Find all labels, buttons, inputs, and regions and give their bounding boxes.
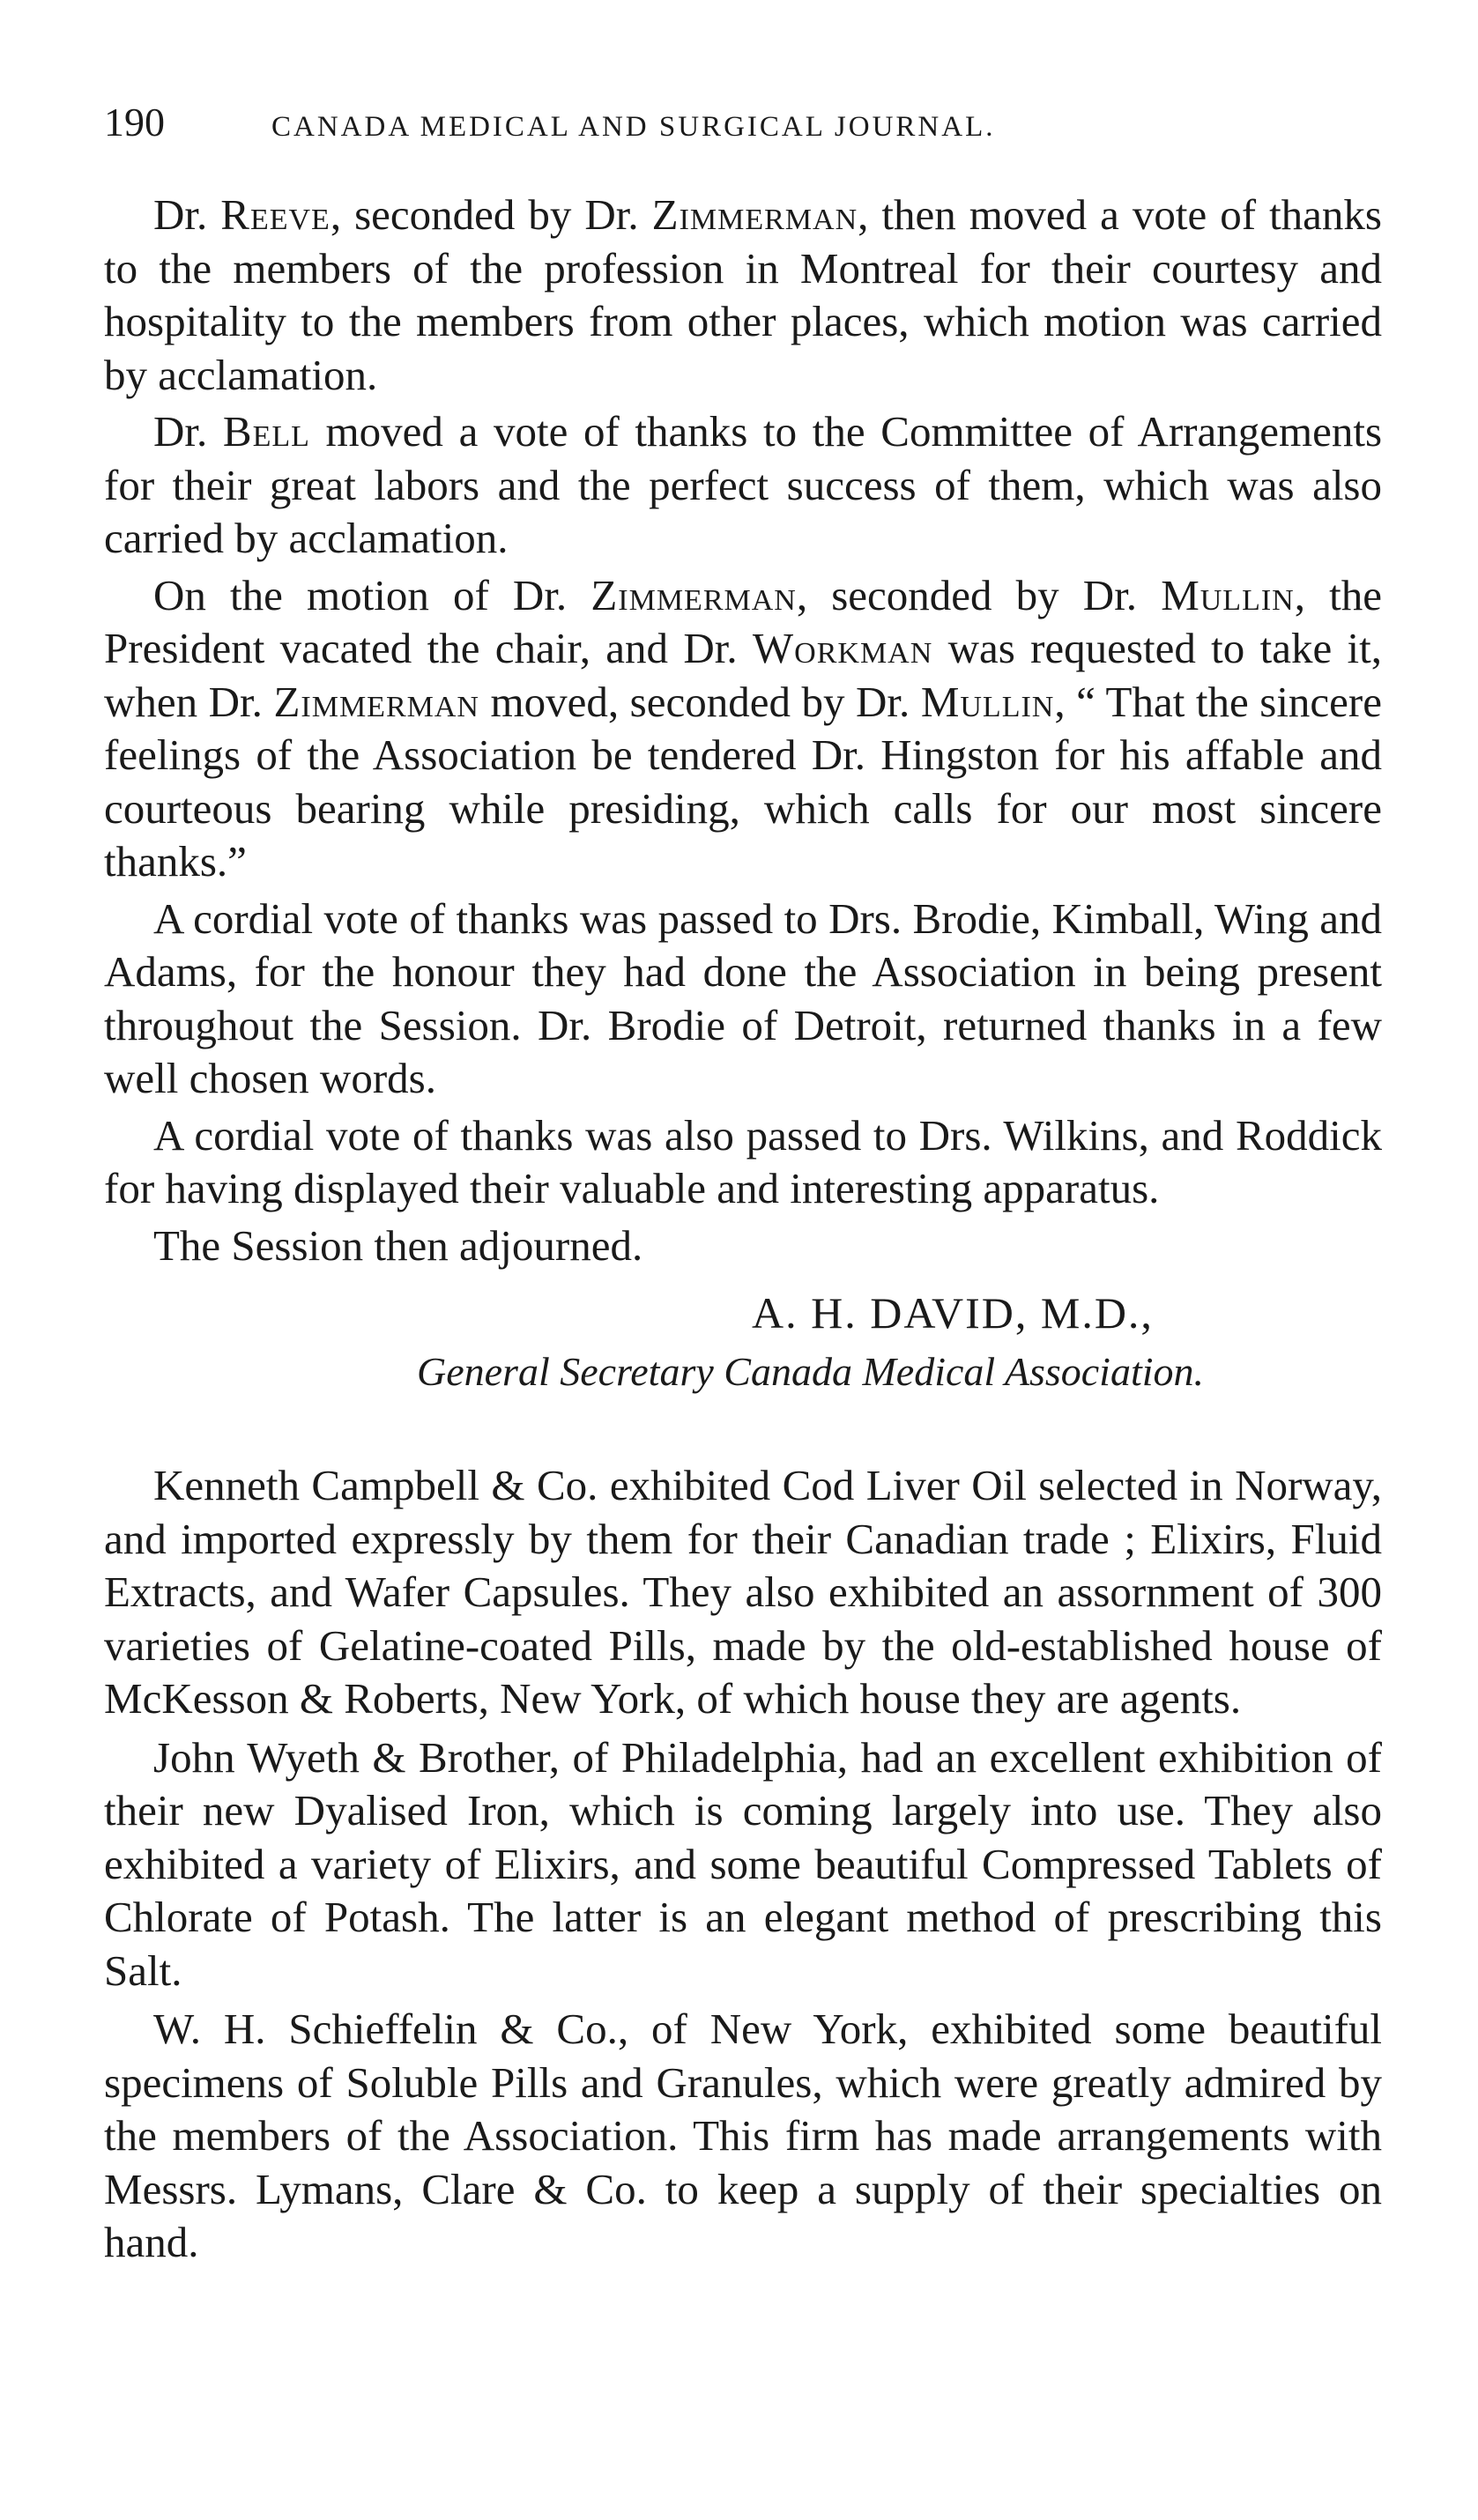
text-segment: , the President vacated the chair, and Dr. [104,570,1382,672]
page-number: 190 [104,100,165,145]
name-reeve: Reeve [220,190,331,239]
article-body [104,189,1382,2270]
paragraph-cordial-vote: A cordial vote of thanks was passed to Drs. Brodie, Kimball, Wing and Adams, for the honour they had done the Association in being present throughout the Session. Dr. Brodie of Detroit, returned thanks in a few well chosen words. [104,893,1382,1102]
running-head [104,99,1382,152]
journal-page [104,99,1382,2275]
name-bell: Bell [222,407,310,456]
text-segment: Dr. [153,407,223,456]
paragraph-cordial-vote-apparatus: A cordial vote of thanks was also passed to Drs. Wilkins, and Roddick for having displayed their valuable and interesting apparatus. [104,1110,1382,1212]
signature-title: General Secretary Canada Medical Association. [417,1349,1205,1394]
paragraph-exhibitor-schieffelin: W. H. Schieffelin & Co., of New York, exhibited some beautiful specimens of Soluble Pills and Granules, which were greatly admired by the members of the Association. This firm has made arrangements with Messrs. Lymans, Clare & Co. to keep a supply of their specialties on hand. [104,2005,1382,2266]
text-segment: , seconded by Dr. [330,190,652,239]
text-segment: was requested to take it, when Dr. [104,624,1382,726]
text-segment: moved, seconded by Dr. [479,677,921,726]
paragraph-chair-motion [104,569,1382,889]
journal-title: CANADA MEDICAL AND SURGICAL JOURNAL. [271,111,996,143]
text-segment: , seconded by Dr. [796,570,1162,619]
name-zimmerman: Zimmerman [651,190,858,239]
text-segment: moved a vote of thanks to the Committee of Arrangements for their great labors and the perfect success of them, which was also carried by acclamation. [104,407,1383,562]
text-segment: , then moved a vote of thanks to the members of the profession in Montreal for their courtesy and hospitality to the members from other places, which motion was carried by acclamation. [104,190,1382,399]
exhibitors-section [104,1459,1382,2270]
signature-name: A. H. DAVID, M.D., [752,1288,1154,1338]
paragraph-exhibitor-campbell: Kenneth Campbell & Co. exhibited Cod Liver Oil selected in Norway, and imported expressly by them for their Canadian trade ; Elixirs, Fluid Extracts, and Wafer Capsules. They also exhibited an assornment of 300 varieties of Gelatine-coated Pills, made by the old-established house of McKesson & Roberts, New York, of which house they are agents. [104,1461,1382,1723]
text-segment: Dr. [153,190,221,239]
name-mullin: Mullin [920,677,1055,726]
paragraph-exhibitor-wyeth: John Wyeth & Brother, of Philadelphia, had an excellent exhibition of their new Dyalised Iron, which is coming largely into use. They also exhibited a variety of Elixirs, and some beautiful Compressed Tablets of Chlorate of Potash. The latter is an elegant method of prescribing this Salt. [104,1732,1382,1995]
text-segment: On the motion of Dr. [153,570,591,619]
name-mullin: Mullin [1161,570,1295,619]
name-workman: Workman [752,624,933,672]
name-zimmerman: Zimmerman [273,677,479,726]
name-zimmerman: Zimmerman [590,570,797,619]
text-segment: , “ That the sincere feelings of the Association be tendered Dr. Hingston for his affable and courteous bearing while presiding, which calls for our most sincere thanks.” [104,677,1382,886]
paragraph-bell-motion [104,405,1382,566]
paragraph-reeve-motion [104,189,1382,402]
paragraph-adjourned: The Session then adjourned. [153,1220,643,1270]
